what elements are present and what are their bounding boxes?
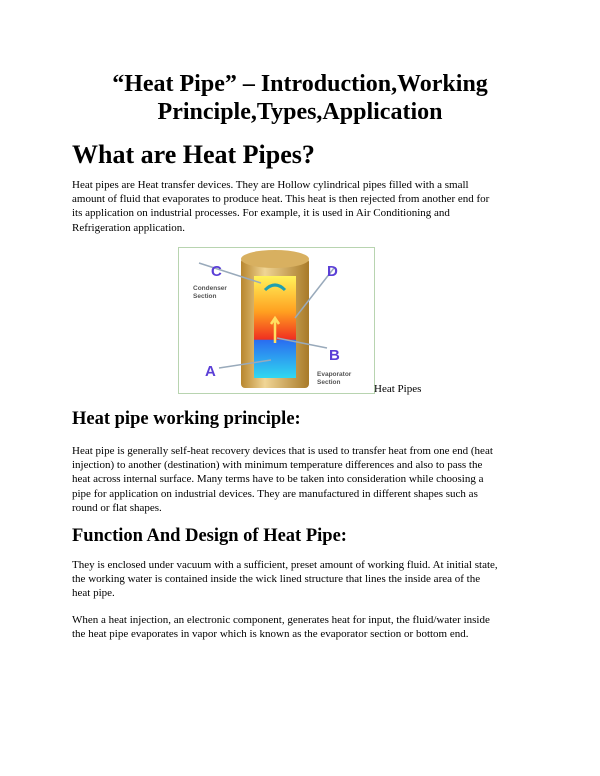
text-line: Heat pipe is generally self-heat recovery devices that is used to transfer heat from one end (heat [72, 445, 493, 457]
label-d [327, 263, 338, 280]
function-paragraph-2 [72, 613, 542, 641]
heat-pipe-diagram [178, 247, 375, 394]
text-line: Heat pipes are Heat transfer devices. They are Hollow cylindrical pipes filled with a small [72, 179, 469, 191]
function-paragraph-1 [72, 558, 542, 601]
heading-function-design: Function And Design of Heat Pipe: [72, 526, 347, 546]
evaporator-label-2: Section [317, 379, 341, 386]
text-line: injection) to another (destination) with minimum temperature differences and also to pass the [72, 459, 483, 472]
working-principle-paragraph [72, 444, 542, 515]
text-line: pipe for application on industrial devices. They are manufactured in different shapes such as [72, 487, 478, 500]
text-line: round or flat shapes. [72, 501, 162, 514]
intro-paragraph [72, 178, 542, 235]
svg-text:A: A [205, 363, 216, 380]
text-line: the working water is contained inside the wick lined structure that lines the inside area of the [72, 573, 481, 586]
svg-text:B: B [329, 347, 340, 364]
text-line: amount of fluid that evaporates to produce heat. This heat is then rejected from another end for [72, 193, 490, 206]
heading-what-are-heat-pipes: What are Heat Pipes? [72, 140, 315, 169]
heading-working-principle: Heat pipe working principle: [72, 409, 301, 429]
evaporator-label-1: Evaporator [317, 371, 352, 378]
label-a [205, 363, 216, 380]
svg-text:D: D [327, 263, 338, 280]
text-line: Refrigeration application. [72, 221, 186, 234]
label-c [211, 263, 222, 280]
condenser-label-2: Section [193, 293, 217, 300]
condenser-label-1: Condenser [193, 285, 227, 292]
label-b [329, 347, 340, 364]
text-line: the heat pipe evaporates in vapor which is known as the evaporator section or bottom end. [72, 628, 469, 641]
figure-caption: Heat Pipes [374, 383, 422, 395]
text-line: heat pipe. [72, 587, 115, 600]
text-line: heat across internal surface. Many terms have to be taken into consideration while choosing a [72, 473, 484, 486]
text-line: They is enclosed under vacuum with a sufficient, preset amount of working fluid. At initial state, [72, 559, 498, 571]
title-line-2: Principle,Types,Application [157, 99, 443, 125]
document-title [0, 70, 600, 126]
text-line: When a heat injection, an electronic component, generates heat for input, the fluid/water inside [72, 614, 490, 626]
text-line: its application on industrial processes. For example, it is used in Air Conditioning and [72, 207, 450, 220]
svg-text:C: C [211, 263, 222, 280]
title-line-1: “Heat Pipe” – Introduction,Working [112, 71, 488, 97]
